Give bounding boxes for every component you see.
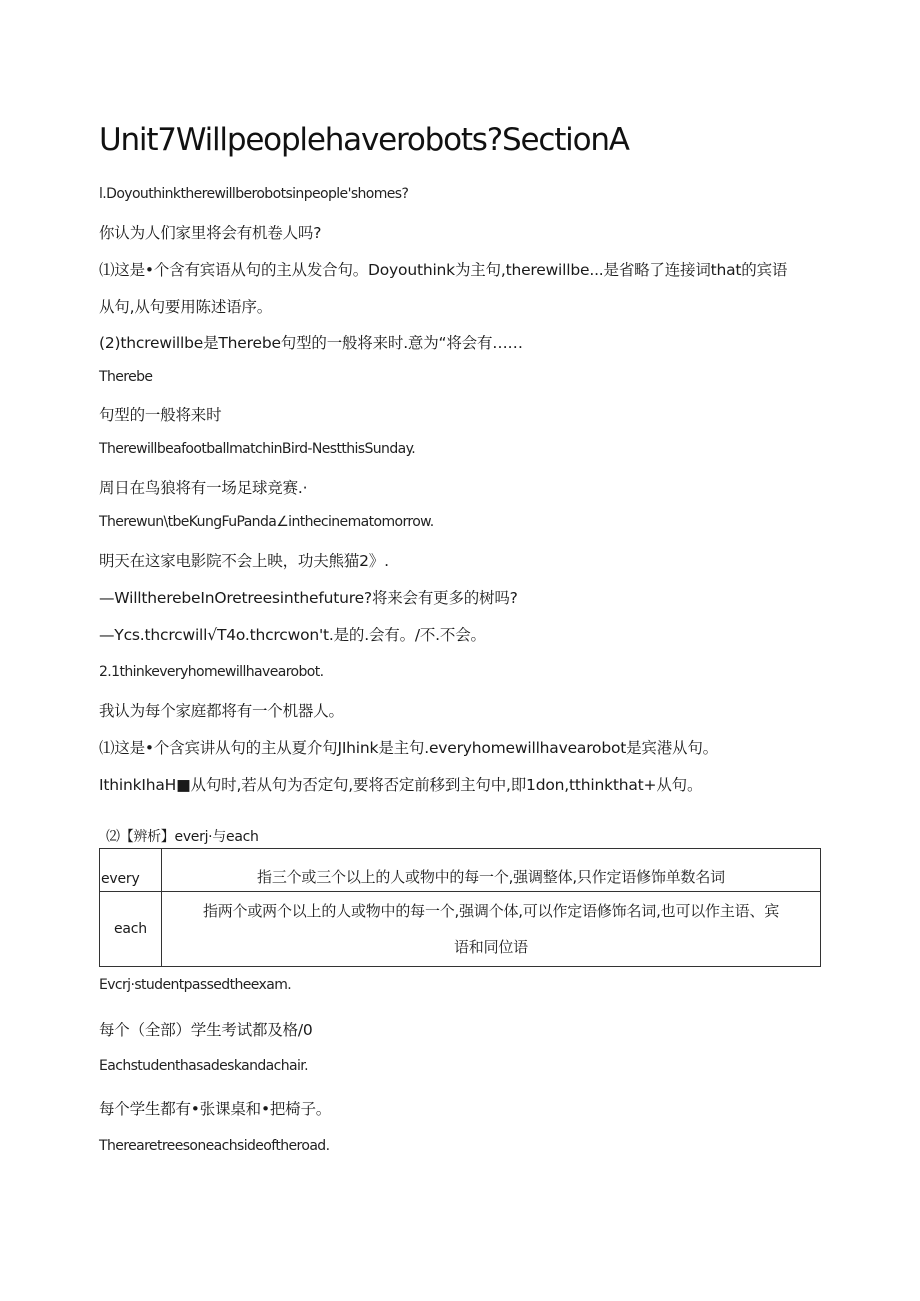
sentence-1-translation: 你认为人们家里将会有机卷人吗? [99,224,322,242]
example-4-translation: 每个学生都有•张课桌和•把椅子。 [99,1100,332,1118]
example-5-english: Therearetreesoneachsideoftheroad. [99,1138,330,1154]
table-row [100,892,821,967]
example-2-english: Therewun\tbeKungFuPanda∠inthecinematomorrow. [99,514,434,530]
dialogue-answer: —Ycs.thcrcwill√T4o.thcrcwon't.是的.会有。/不.不会。 [99,626,486,644]
note-1-part-1-continued: 从句,从句要用陈述语序。 [99,298,273,316]
table-description-cell [162,892,821,967]
therebe-tense-label: 句型的一般将来时 [99,406,222,424]
table-word-cell: each [100,892,162,967]
table-row [100,849,821,892]
note-2-part-1: ⑴这是•个含宾讲从句的主从夏介句JIhink是主句.everyhomewillhavearobot是宾港从句。 [99,739,718,757]
sentence-2-english: 2.1thinkeveryhomewillhavearobot. [99,664,324,680]
note-1-part-2: (2)thcrewillbe是Therebe句型的一般将来时.意为“将会有…… [99,334,523,352]
table-description-line-1: 指两个或两个以上的人或物中的每一个,强调个体,可以作定语修饰名词,也可以作主语、宾 [202,902,780,920]
example-3-translation: 每个（全部）学生考试都及格/0 [99,1021,313,1039]
example-3-english: Evcrj·studentpassedtheexam. [99,977,292,993]
table-description-cell: 指三个或三个以上的人或物中的每一个,强调整体,只作定语修饰单数名词 [162,849,821,892]
example-4-english: Eachstudenthasadeskandachair. [99,1058,308,1074]
page-title: Unit7Willpeoplehaverobots?SectionA [99,122,629,158]
note-2-part-2-heading: ⑵【辨析】everj·与each [106,829,259,845]
sentence-1-english: l.Doyouthinktherewillberobotsinpeople'shomes? [99,186,409,202]
therebe-label: Therebe [99,369,153,385]
sentence-2-translation: 我认为每个家庭都将有一个机器人。 [99,702,344,720]
dialogue-question: —WilltherebeInOretreesinthefuture?将来会有更多的树吗? [99,589,518,607]
every-each-comparison-table [99,848,821,967]
example-2-translation: 明天在这家电影院不会上映，功夫熊猫2》. [99,552,389,570]
table-description-line-2: 语和同位语 [453,938,528,956]
table-word-cell: every [100,849,162,892]
example-1-english: TherewillbeafootballmatchinBird-NestthisSunday. [99,441,416,457]
note-2-part-1-continued: IthinkIhaH■从句时,若从句为否定句,要将否定前移到主句中,即1don,tthinkthat+从句。 [99,776,703,794]
example-1-translation: 周日在鸟狼将有一场足球竞赛.· [99,479,308,497]
note-1-part-1: ⑴这是•个含有宾语从句的主从发合句。Doyouthink为主句,therewillbe...是省略了连接词that的宾语 [99,261,788,279]
